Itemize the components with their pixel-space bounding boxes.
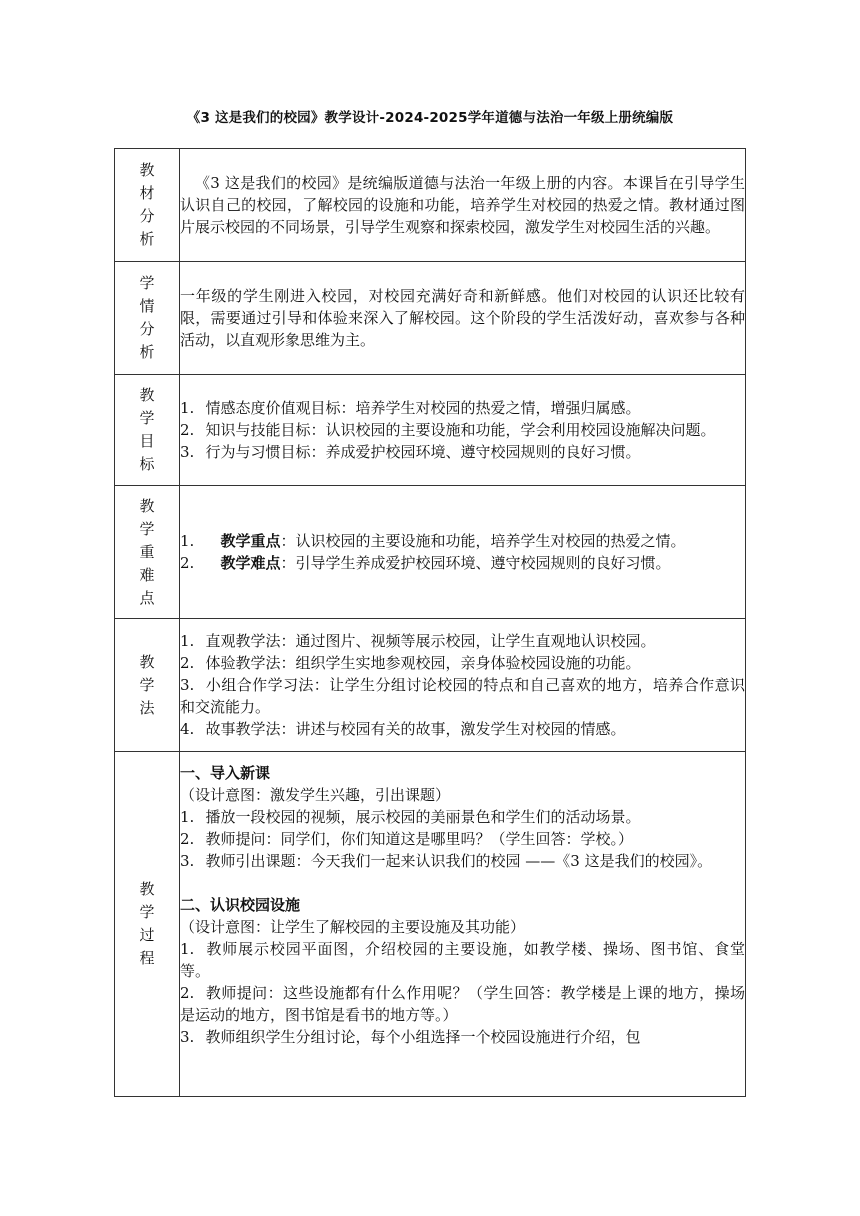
list-item: 3. 教师组织学生分组讨论，每个小组选择一个校园设施进行介绍，包 [180, 1028, 641, 1046]
row-label-materials: 教材分析 [139, 161, 155, 248]
table-row-methods [115, 619, 746, 752]
design-intent-note: （设计意图：激发学生兴趣，引出课题） [180, 786, 451, 804]
list-item: 1. 播放一段校园的视频，展示校园的美丽景色和学生们的活动场景。 [180, 808, 641, 826]
row-content-cell [180, 486, 746, 619]
row-content-cell [180, 752, 746, 1097]
list-item: 2. 教师提问：这些设施都有什么作用呢？（学生回答：教学楼是上课的地方，操场是运动的地方，图书馆是看书的地方等。） [180, 984, 745, 1024]
list-item: 2. 教学难点：引导学生养成爱护校园环境、遵守校园规则的良好习惯。 [180, 554, 671, 572]
students-text: 一年级的学生刚进入校园，对校园充满好奇和新鲜感。他们对校园的认识还比较有限，需要通过引导和体验来深入了解校园。这个阶段的学生活泼好动，喜欢参与各种活动，以直观形象思维为主。 [180, 287, 745, 349]
list-item: 2. 知识与技能目标：认识校园的主要设施和功能，学会利用校园设施解决问题。 [180, 421, 716, 439]
list-item: 1. 直观教学法：通过图片、视频等展示校园，让学生直观地认识校园。 [180, 632, 656, 650]
row-content-cell [180, 375, 746, 486]
table-row-keypoints [115, 486, 746, 619]
row-label-keypoints: 教学重难点 [139, 496, 155, 607]
table-row-goals [115, 375, 746, 486]
list-item: 3. 教师引出课题：今天我们一起来认识我们的校园 ——《3 这是我们的校园》。 [180, 852, 713, 870]
row-label-cell [115, 752, 180, 1097]
row-label-methods: 教学法 [139, 652, 155, 717]
row-label-cell [115, 486, 180, 619]
list-item: 2. 教师提问：同学们，你们知道这是哪里吗？（学生回答：学校。） [180, 830, 634, 848]
design-intent-note: （设计意图：让学生了解校园的主要设施及其功能） [180, 918, 526, 936]
row-label-cell [115, 619, 180, 752]
section-heading: 一、导入新课 [180, 764, 271, 782]
table-row-process [115, 752, 746, 1097]
row-label-students: 学情分析 [139, 274, 155, 361]
list-item: 1. 教学重点：认识校园的主要设施和功能，培养学生对校园的热爱之情。 [180, 532, 686, 550]
row-content-cell [180, 619, 746, 752]
lesson-plan-table [114, 148, 746, 1097]
list-item: 1. 情感态度价值观目标：培养学生对校园的热爱之情，增强归属感。 [180, 399, 641, 417]
row-label-process: 教学过程 [139, 880, 155, 967]
list-item: 2. 体验教学法：组织学生实地参观校园，亲身体验校园设施的功能。 [180, 654, 641, 672]
table-row-materials [115, 149, 746, 262]
materials-text: 《3 这是我们的校园》是统编版道德与法治一年级上册的内容。本课旨在引导学生认识自己的校园，了解校园的设施和功能，培养学生对校园的热爱之情。教材通过图片展示校园的不同场景，引导学生观察和探索校园，激发学生对校园生活的兴趣。 [180, 174, 745, 236]
section-heading: 二、认识校园设施 [180, 896, 301, 914]
list-item: 1. 教师展示校园平面图，介绍校园的主要设施，如教学楼、操场、图书馆、食堂等。 [180, 940, 745, 980]
row-content-cell [180, 262, 746, 375]
spacer [180, 872, 745, 894]
document-title: 《3 这是我们的校园》教学设计-2024-2025学年道德与法治一年级上册统编版 [186, 110, 674, 126]
list-item: 3. 小组合作学习法：让学生分组讨论校园的特点和自己喜欢的地方，培养合作意识和交流能力。 [180, 676, 745, 716]
row-label-cell [115, 149, 180, 262]
list-item: 3. 行为与习惯目标：养成爱护校园环境、遵守校园规则的良好习惯。 [180, 443, 641, 461]
row-content-cell [180, 149, 746, 262]
row-label-goals: 教学目标 [139, 386, 155, 473]
row-label-cell [115, 375, 180, 486]
table-row-students [115, 262, 746, 375]
list-item: 4. 故事教学法：讲述与校园有关的故事，激发学生对校园的情感。 [180, 720, 626, 738]
row-label-cell [115, 262, 180, 375]
